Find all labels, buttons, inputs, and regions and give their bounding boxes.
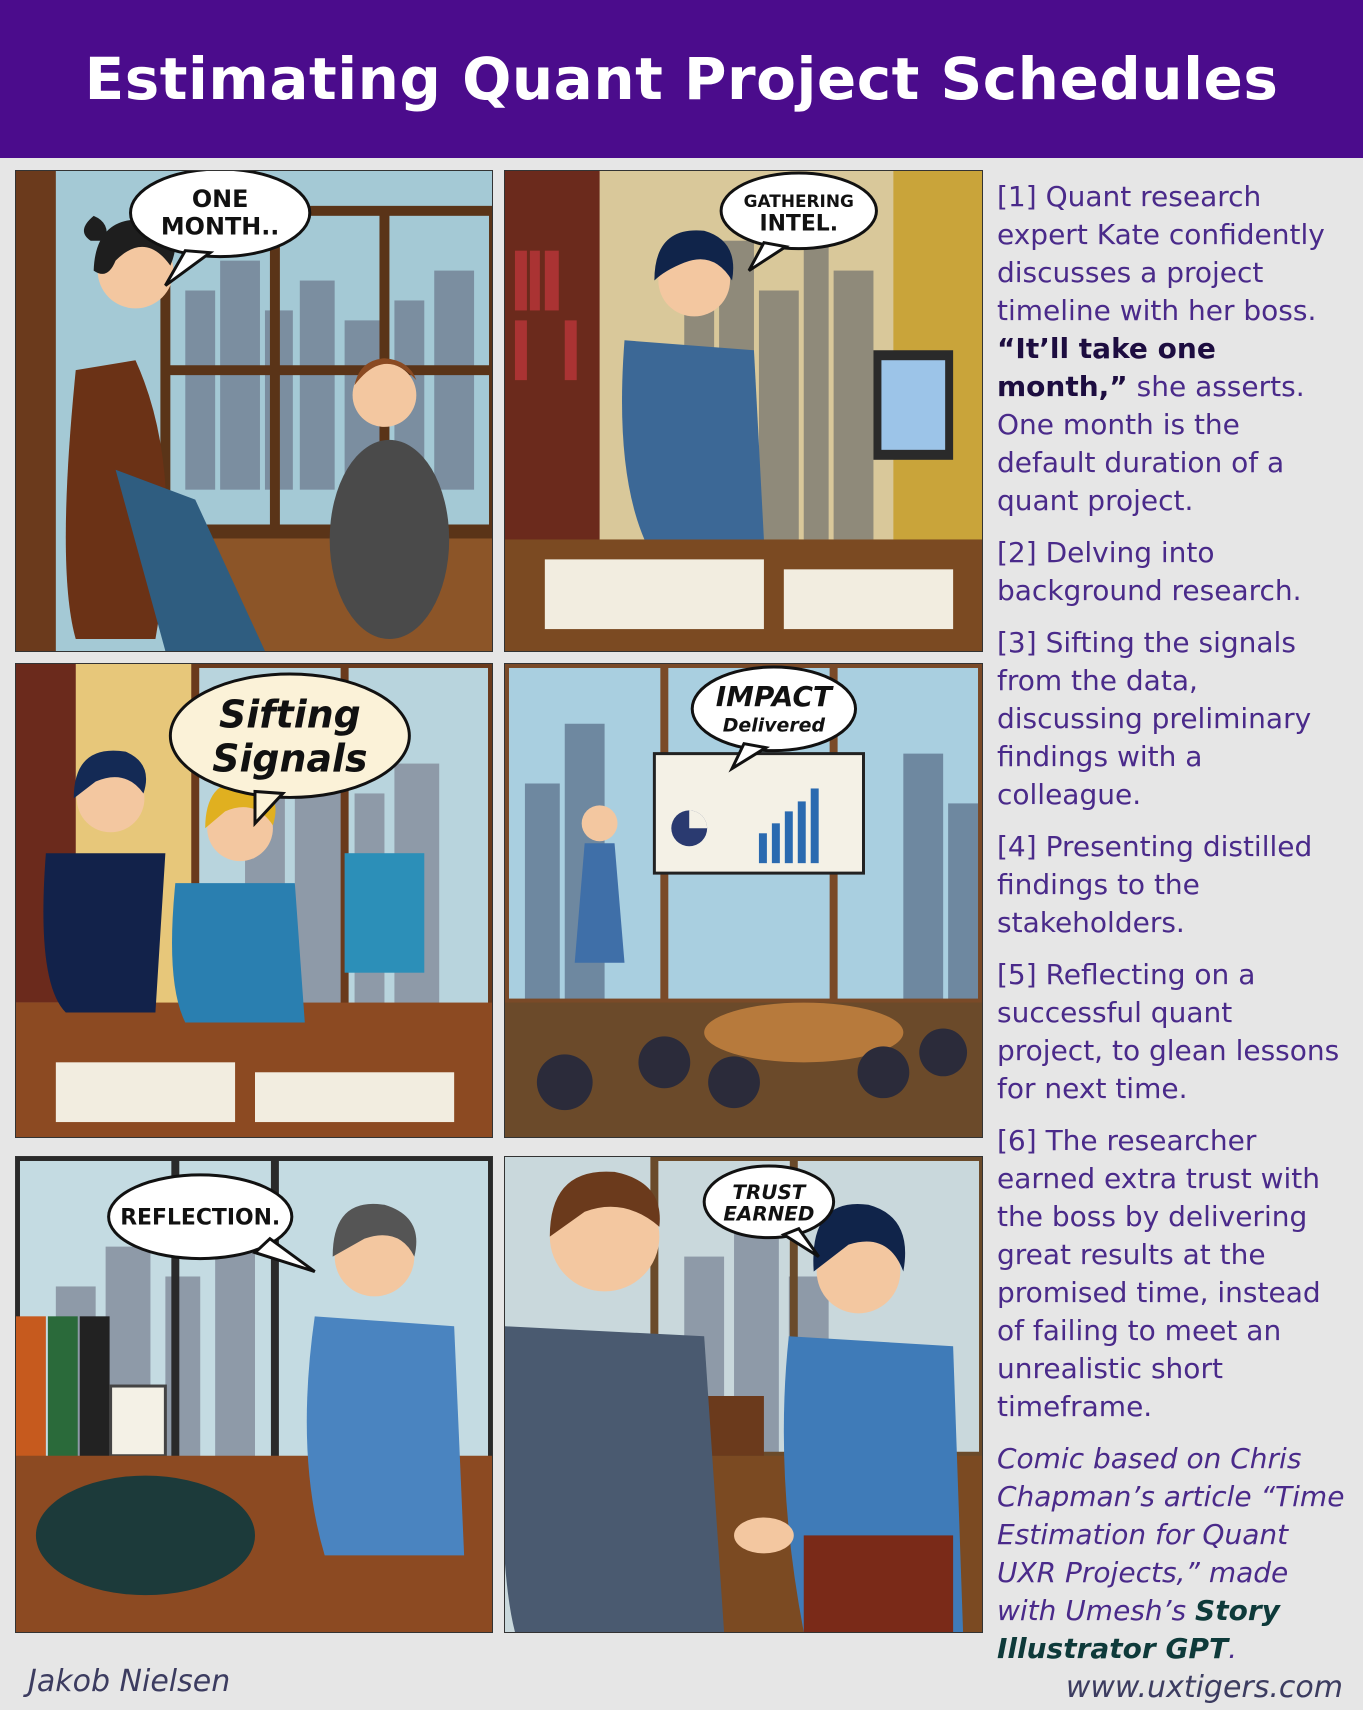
caption-1-quote: “It’ll take one month,” bbox=[997, 332, 1216, 403]
caption-2: [2] Delving into background research. bbox=[997, 536, 1302, 607]
caption-column bbox=[997, 178, 1347, 1682]
panel-5-illustration bbox=[16, 1157, 492, 1632]
comic-panel-2 bbox=[504, 170, 983, 652]
comic-panel-6 bbox=[504, 1156, 983, 1633]
panel-6-bubble-line-2: EARNED bbox=[723, 1202, 815, 1226]
panel-3-illustration bbox=[16, 664, 492, 1137]
panel-3-bubble-line-1: Sifting bbox=[218, 692, 361, 737]
page-header bbox=[0, 0, 1363, 158]
website-url: www.uxtigers.com bbox=[1065, 1670, 1343, 1705]
panel-2-bubble-line-1: GATHERING bbox=[743, 190, 854, 211]
credit-gpt-name: Story Illustrator GPT bbox=[997, 1594, 1280, 1665]
credit-period: . bbox=[1228, 1632, 1237, 1665]
panel-5-bubble-line-1: REFLECTION. bbox=[120, 1205, 281, 1231]
caption-1 bbox=[997, 178, 1347, 520]
author-name: Jakob Nielsen bbox=[28, 1664, 231, 1699]
comic-panel-1 bbox=[15, 170, 493, 652]
panel-2-bubble-line-2: INTEL. bbox=[759, 211, 839, 237]
comic-panel-4 bbox=[504, 663, 983, 1138]
credit-text: Comic based on Chris Chapman’s article “Time Estimation for Quant UXR Projects,” made with Umesh’s bbox=[997, 1442, 1345, 1627]
panel-1-bubble-line-1: ONE bbox=[191, 184, 249, 213]
caption-1-text: [1] Quant research expert Kate confidently discusses a project timeline with her boss. bbox=[997, 180, 1325, 327]
caption-5: [5] Reflecting on a successful quant project, to glean lessons for next time. bbox=[997, 958, 1340, 1105]
panel-1-illustration bbox=[16, 171, 492, 651]
panel-3-bubble-line-2: Signals bbox=[212, 736, 368, 781]
page-title: Estimating Quant Project Schedules bbox=[84, 45, 1279, 113]
panel-1-bubble-line-2: MONTH.. bbox=[160, 212, 280, 241]
panel-6-illustration bbox=[505, 1157, 982, 1632]
caption-4: [4] Presenting distilled findings to the stakeholders. bbox=[997, 830, 1313, 939]
comic-panel-3 bbox=[15, 663, 493, 1138]
comic-panel-5 bbox=[15, 1156, 493, 1633]
panel-6-bubble-line-1: TRUST bbox=[732, 1180, 806, 1204]
panel-4-bubble-line-2: Delivered bbox=[722, 714, 826, 737]
caption-6: [6] The researcher earned extra trust with the boss by delivering great results at the promised time, instead of failing to meet an unrealistic short timeframe. bbox=[997, 1124, 1321, 1423]
credit-note bbox=[997, 1440, 1347, 1668]
panel-4-illustration bbox=[505, 664, 982, 1137]
panel-2-illustration bbox=[505, 171, 982, 651]
caption-3: [3] Sifting the signals from the data, discussing preliminary findings with a colleague. bbox=[997, 626, 1312, 811]
panel-4-bubble-line-1: IMPACT bbox=[715, 679, 832, 713]
caption-1-text-end: she asserts. One month is the default duration of a quant project. bbox=[997, 370, 1305, 517]
